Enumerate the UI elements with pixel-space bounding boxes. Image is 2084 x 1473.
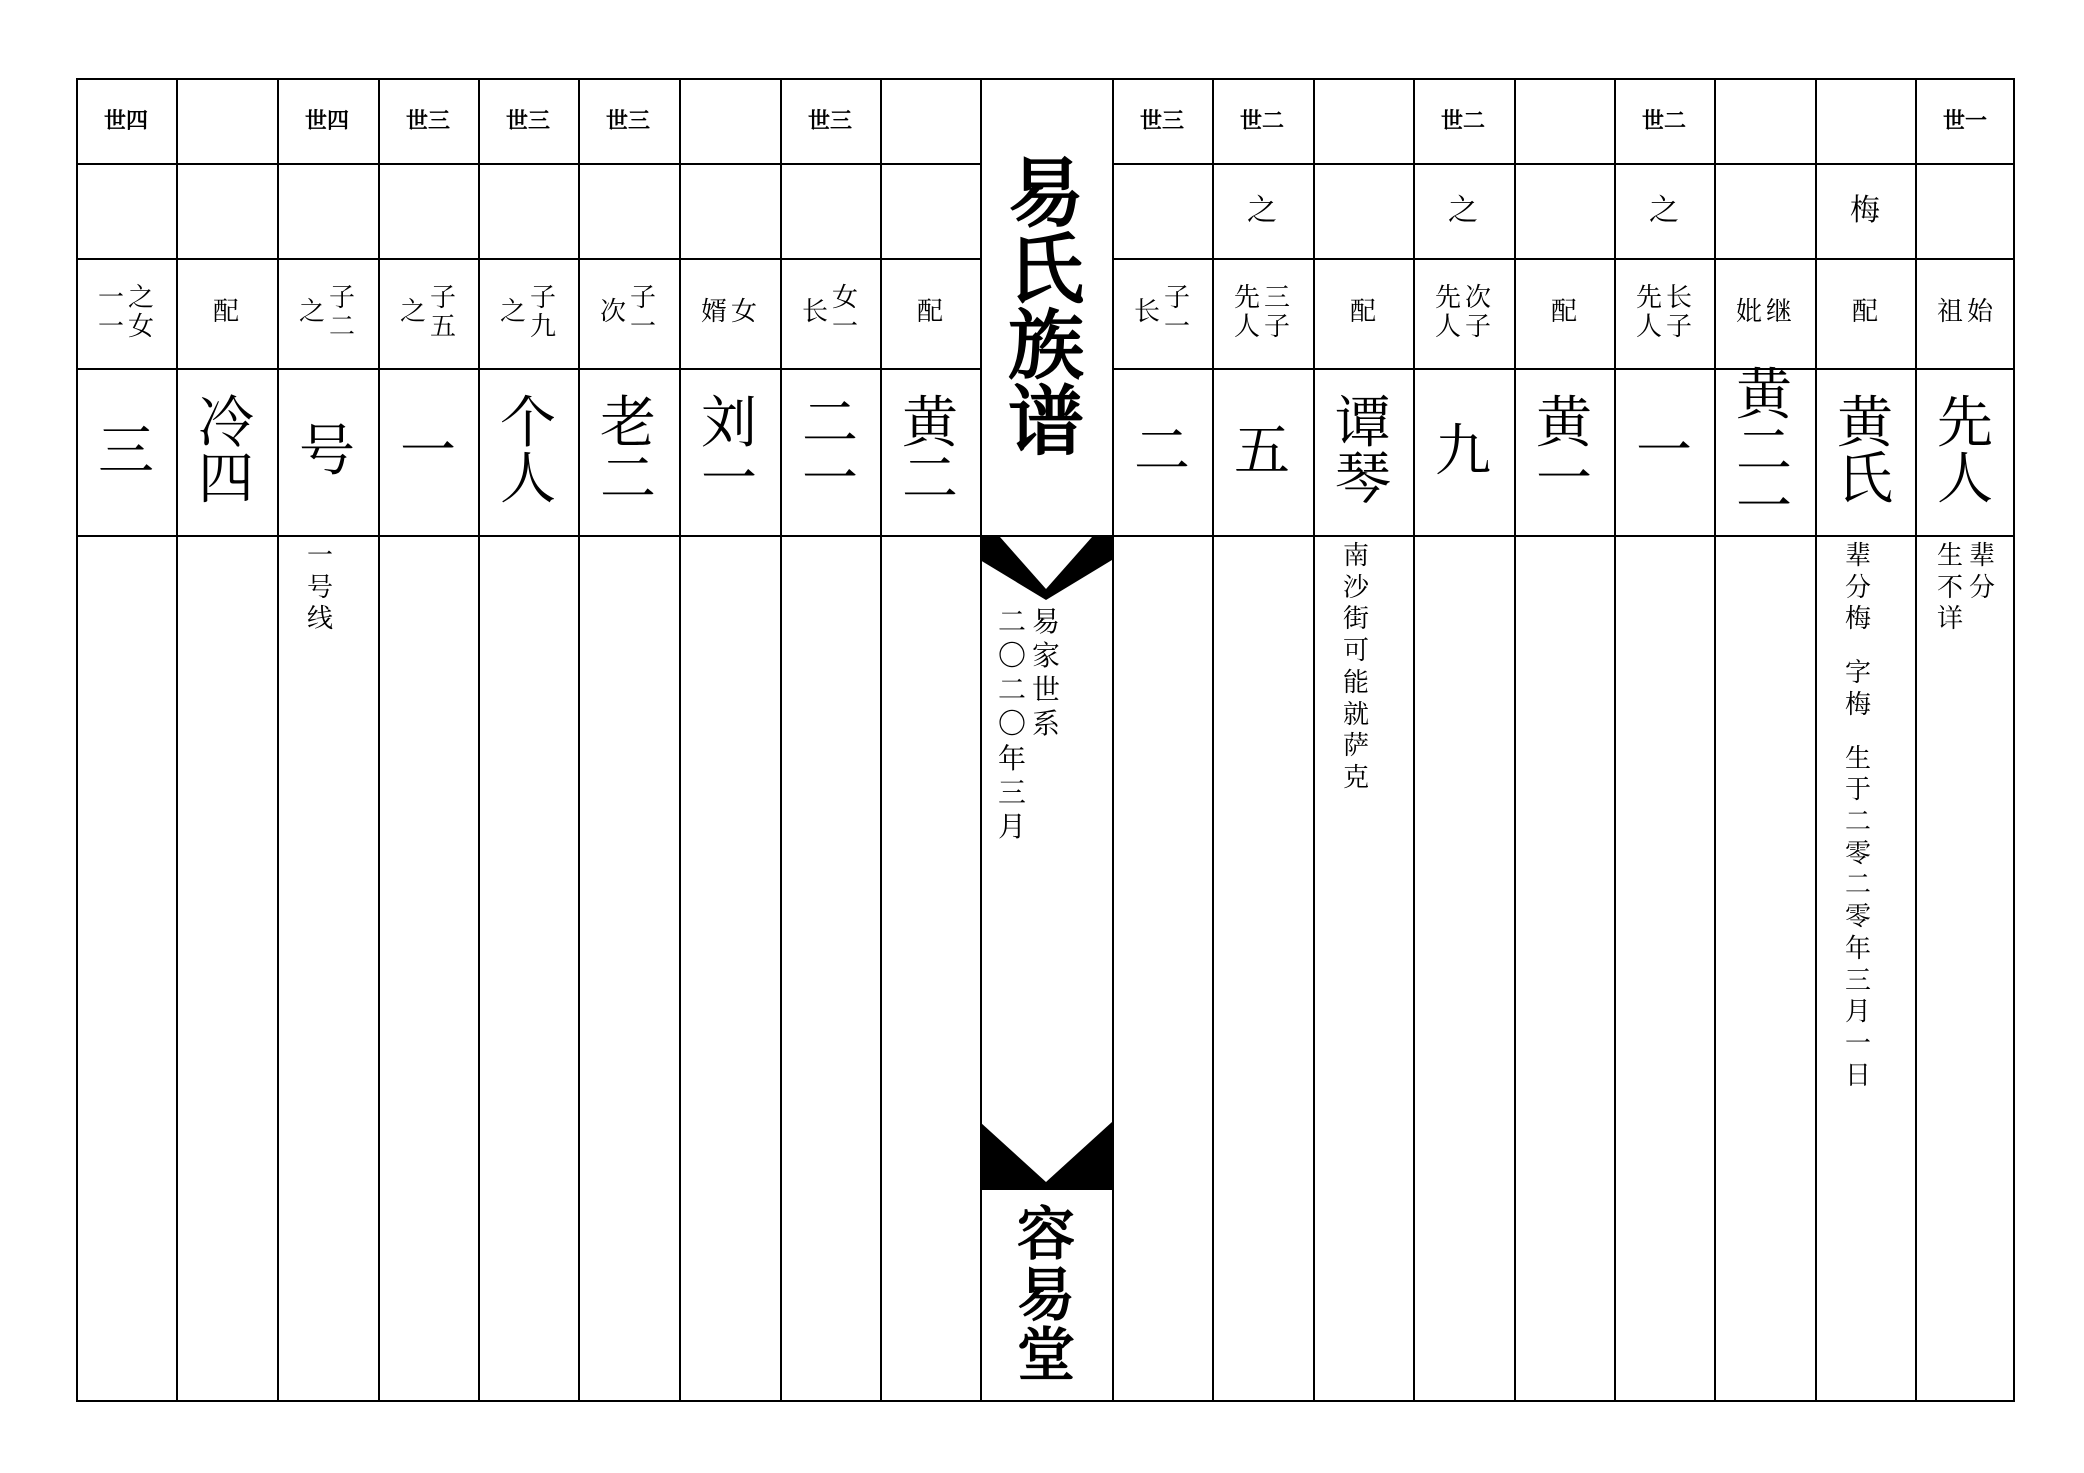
relation-line: 次	[599, 297, 626, 328]
person-name-text: 黄 二 一	[1736, 362, 1792, 540]
generation-label: 世一	[1942, 107, 1987, 134]
relation-label	[1514, 258, 1614, 368]
generation-label	[176, 78, 276, 163]
relation-label	[176, 258, 276, 368]
relation-line: 配	[1550, 297, 1577, 328]
relation-columns	[1434, 282, 1492, 342]
relation-label	[880, 258, 980, 368]
person-note	[1845, 541, 1871, 1093]
person-name-text: 三	[98, 418, 154, 484]
hall-char-2: 易	[1016, 1260, 1075, 1329]
generation-char: 之	[1448, 192, 1478, 228]
person-name-text: 冷 四	[198, 390, 254, 512]
relation-line: 先 人	[1233, 282, 1260, 342]
person-name-text: 黄 二	[902, 390, 958, 512]
generation-char	[1514, 163, 1614, 258]
relation-line: 子 五	[430, 282, 457, 342]
note-line: 一 号 线	[307, 541, 334, 635]
person-name-text: 五	[1234, 418, 1290, 484]
relation-label	[76, 258, 176, 368]
banner-text-left: 二 〇 二 〇 年 三 月	[998, 605, 1027, 843]
relation-line: 子 九	[530, 282, 557, 342]
person-name	[1212, 368, 1312, 535]
generation-label	[1815, 78, 1915, 163]
relation-columns	[399, 282, 457, 342]
generation-char	[1112, 163, 1212, 258]
generation-char	[1915, 163, 2015, 258]
person-name-text: 先 人	[1937, 390, 1993, 512]
generation-char	[780, 163, 880, 258]
person-name-text: 谭 琴	[1335, 390, 1391, 512]
genealogy-title	[980, 80, 1112, 535]
generation-label: 世二	[1641, 107, 1686, 134]
person-name	[378, 368, 478, 535]
relation-label	[1714, 258, 1814, 368]
person-name	[76, 368, 176, 535]
generation-char	[578, 163, 678, 258]
relation-line: 祖	[1936, 297, 1963, 328]
generation-label	[1313, 78, 1413, 163]
relation-columns	[1852, 299, 1878, 326]
person-name	[176, 368, 276, 535]
generation-label: 世四	[103, 107, 148, 134]
person-name	[1413, 368, 1513, 535]
relation-label	[1112, 258, 1212, 368]
person-name-text: 一	[400, 418, 456, 484]
relation-label	[1212, 258, 1312, 368]
relation-line: 配	[212, 297, 239, 328]
relation-columns	[801, 282, 859, 342]
hall-name	[980, 1190, 1112, 1400]
relation-line: 配	[916, 297, 943, 328]
title-char-4: 谱	[1008, 376, 1084, 466]
generation-char	[1313, 163, 1413, 258]
person-name	[679, 368, 779, 535]
generation-label	[1714, 78, 1814, 163]
person-name	[1714, 362, 1814, 540]
generation-char	[478, 163, 578, 258]
person-name-text: 老 二	[600, 390, 656, 512]
generation-char	[176, 163, 276, 258]
relation-line: 子 一	[1164, 282, 1191, 342]
relation-columns	[599, 282, 657, 342]
relation-label	[378, 258, 478, 368]
generation-label: 世二	[1440, 107, 1485, 134]
person-name-text: 黄 氏	[1837, 390, 1893, 512]
person-name-text: 个 人	[500, 390, 556, 512]
relation-line: 婿	[700, 297, 727, 328]
relation-columns	[1736, 299, 1792, 326]
banner-text-right: 易 家 世 系	[1032, 605, 1061, 741]
person-name-text: 刘 一	[701, 390, 757, 512]
generation-label	[880, 78, 980, 163]
person-note	[1937, 541, 1995, 636]
relation-line: 先 人	[1434, 282, 1461, 342]
person-name	[1614, 368, 1714, 535]
person-name-text: 一	[1636, 418, 1692, 484]
relation-label	[1614, 258, 1714, 368]
relation-label	[277, 258, 377, 368]
generation-char	[277, 163, 377, 258]
generation-char	[1714, 163, 1814, 258]
person-name	[578, 368, 678, 535]
relation-line: 子 二	[329, 282, 356, 342]
person-name-text: 黄 一	[1536, 390, 1592, 512]
relation-line: 之	[499, 297, 526, 328]
relation-line: 女 一	[832, 282, 859, 342]
generation-char	[880, 163, 980, 258]
generation-label: 世三	[807, 107, 852, 134]
person-name-text: 二	[1134, 418, 1190, 484]
relation-line: 先 人	[1635, 282, 1662, 342]
note-line: 南 沙 街 可 能 就 萨 克	[1343, 541, 1370, 794]
relation-label	[1413, 258, 1513, 368]
relation-line: 之	[399, 297, 426, 328]
relation-line: 之	[298, 297, 325, 328]
relation-columns	[1133, 282, 1191, 342]
generation-label: 世三	[505, 107, 550, 134]
relation-columns	[1937, 299, 1993, 326]
person-name	[478, 368, 578, 535]
relation-columns	[499, 282, 557, 342]
generation-char: 梅	[1850, 192, 1880, 228]
relation-line: 子 一	[630, 282, 657, 342]
relation-line: 妣	[1735, 297, 1762, 328]
relation-label	[478, 258, 578, 368]
relation-columns	[1350, 299, 1376, 326]
relation-line: 长 子	[1666, 282, 1693, 342]
relation-line: 配	[1851, 297, 1878, 328]
relation-label	[780, 258, 880, 368]
person-name-text: 九	[1435, 418, 1491, 484]
relation-columns	[1233, 282, 1291, 342]
relation-columns	[97, 282, 155, 342]
relation-label	[1915, 258, 2015, 368]
generation-char	[679, 163, 779, 258]
relation-label	[679, 258, 779, 368]
relation-line: 女	[731, 297, 758, 328]
hall-char-1: 容	[1016, 1199, 1075, 1268]
generation-char: 之	[1649, 192, 1679, 228]
relation-line: 长	[1133, 297, 1160, 328]
banner-text	[998, 605, 1060, 844]
generation-char: 之	[1247, 192, 1277, 228]
relation-columns	[1635, 282, 1693, 342]
relation-line: 长	[801, 297, 828, 328]
relation-line: 次 子	[1465, 282, 1492, 342]
row-divider	[76, 535, 980, 537]
generation-label	[679, 78, 779, 163]
generation-char	[378, 163, 478, 258]
relation-label	[1313, 258, 1413, 368]
relation-line: 配	[1349, 297, 1376, 328]
person-name	[1313, 368, 1413, 535]
person-name	[1815, 368, 1915, 535]
person-name	[780, 368, 880, 535]
relation-columns	[1551, 299, 1577, 326]
person-name	[1514, 368, 1614, 535]
relation-line: 之 女	[128, 282, 155, 342]
row-divider	[1112, 535, 2015, 537]
relation-line: 三 子	[1264, 282, 1291, 342]
relation-columns	[298, 282, 356, 342]
hall-char-3: 堂	[1016, 1321, 1075, 1390]
person-name	[1112, 368, 1212, 535]
generation-char	[76, 163, 176, 258]
generation-label: 世三	[1139, 107, 1184, 134]
title-char-3: 族	[1008, 300, 1084, 390]
generation-label: 世四	[304, 107, 349, 134]
generation-label: 世三	[405, 107, 450, 134]
title-char-2: 氏	[1008, 224, 1084, 314]
generation-label: 世二	[1239, 107, 1284, 134]
note-line: 辈 分	[1969, 541, 1996, 603]
relation-columns	[213, 299, 239, 326]
relation-label	[1815, 258, 1915, 368]
note-line: 辈 分 梅 字 梅 生 于 二 零 二 零 年 三 月 一 日	[1845, 541, 1872, 1091]
relation-columns	[917, 299, 943, 326]
person-note	[307, 541, 333, 636]
relation-line: 一 一	[97, 282, 124, 342]
relation-columns	[701, 299, 757, 326]
person-note	[1343, 541, 1369, 795]
person-name	[880, 368, 980, 535]
person-name	[1915, 368, 2015, 535]
relation-line: 继	[1766, 297, 1793, 328]
person-name-text: 号	[299, 418, 355, 484]
generation-label: 世三	[605, 107, 650, 134]
relation-label	[578, 258, 678, 368]
person-name	[277, 368, 377, 535]
person-name-text: 二 一	[802, 390, 858, 512]
generation-label	[1514, 78, 1614, 163]
title-char-1: 易	[1008, 148, 1084, 238]
relation-line: 始	[1967, 297, 1994, 328]
note-line: 生 不 详	[1937, 541, 1964, 635]
